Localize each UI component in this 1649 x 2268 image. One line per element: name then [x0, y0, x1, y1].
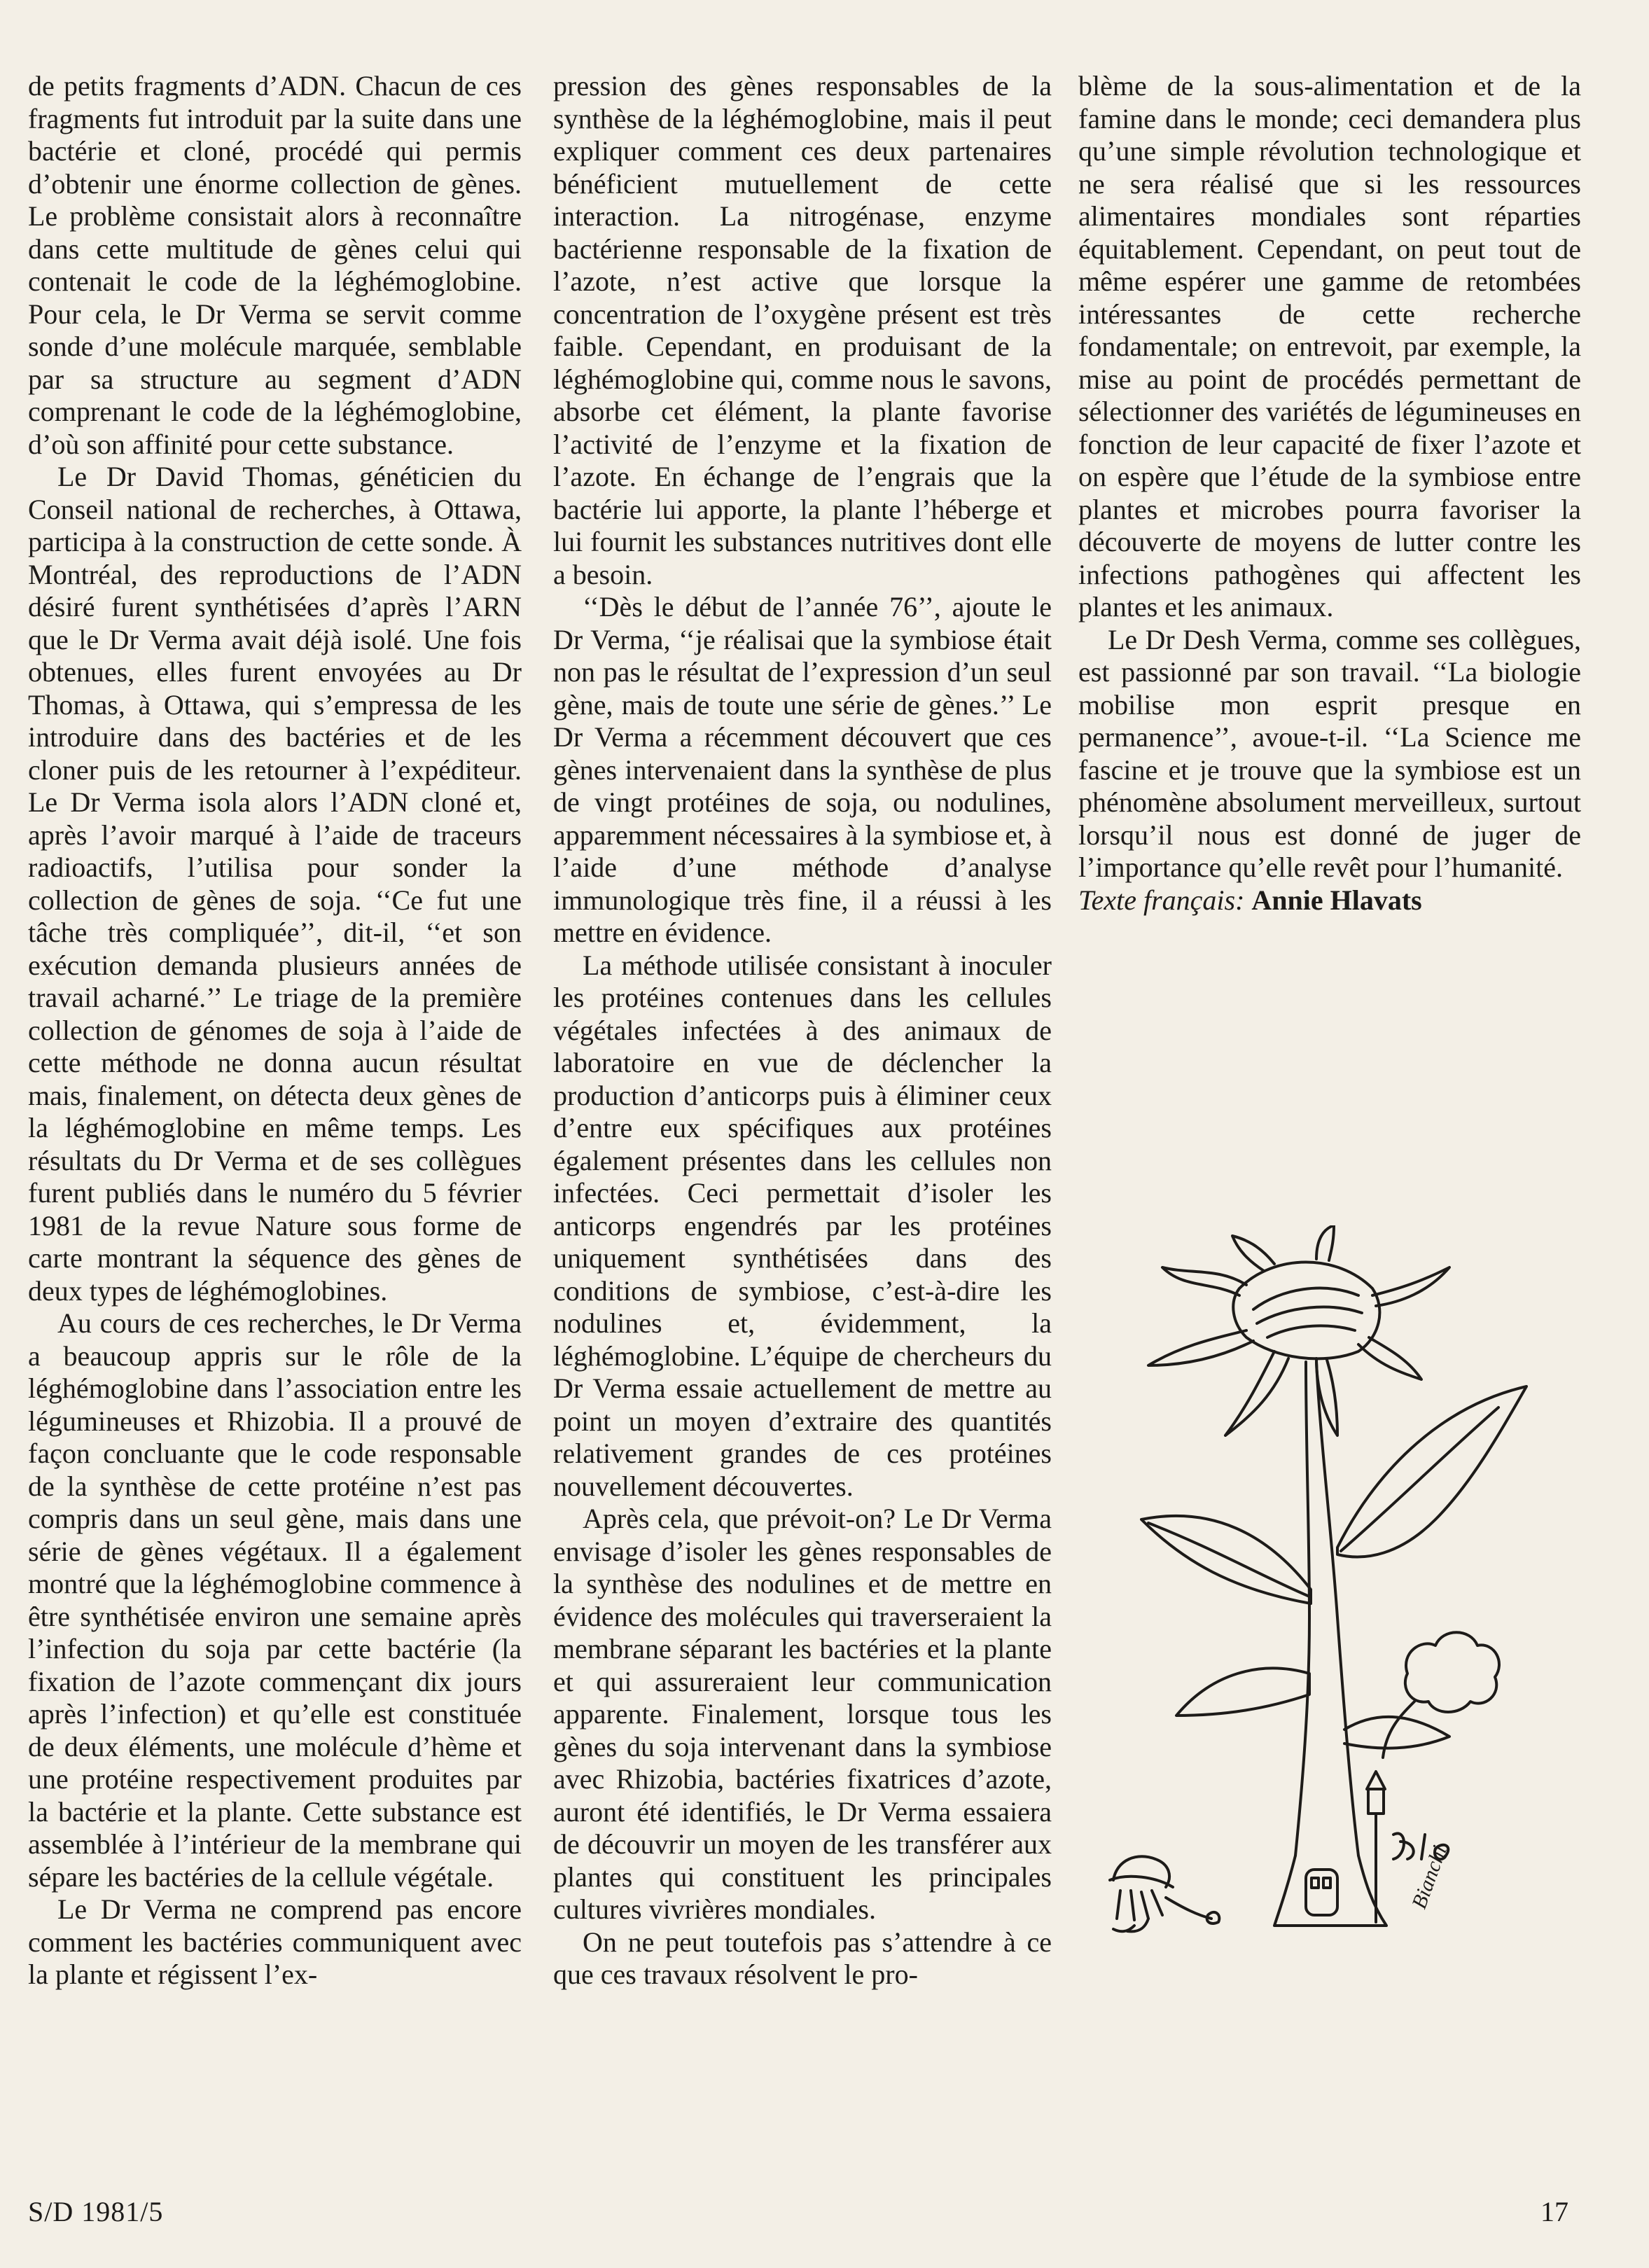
issue-reference: S/D 1981/5 — [28, 2196, 164, 2227]
sunflower-illustration — [1106, 1225, 1540, 1940]
column-2 — [553, 70, 1052, 1991]
paragraph: blème de la sous-alimentation et de la famine dans le monde; ceci demandera plus qu’une simple révolution technologique et ne sera réalisé que si les ressources alimentaires mondiales sont réparties équitablement. Cependant, on peut tout de même espérer une gamme de retombées intéressantes de cette recherche fondamentale; on entrevoit, par exemple, la mise au point de procédés permettant de sélectionner des variétés de légumineuses en fonction de leur capacité de fixer l’azote et on espère que l’étude de la symbiose entre plantes et microbes pourra favoriser la découverte de moyens de lutter contre les infections pathogènes qui affectent les plantes et les animaux. — [1078, 70, 1581, 622]
paragraph: de petits fragments d’ADN. Chacun de ces fragments fut introduit par la suite dans une bactérie et cloné, procédé qui permis d’obtenir une énorme collection de gènes. Le problème consistait alors à reconnaître dans cette multitude de gènes celui qui contenait le code de la léghémoglobine. Pour cela, le Dr Verma se servit comme sonde d’une molécule marquée, semblable par sa structure au segment d’ADN comprenant le code de la léghémoglobine, d’où son affinité pour cette substance. — [28, 70, 522, 460]
paragraph: On ne peut toutefois pas s’attendre à ce que ces travaux résolvent le pro- — [553, 1926, 1052, 1990]
column-3 — [1078, 70, 1581, 917]
paragraph: Le Dr Desh Verma, comme ses collègues, est passionné par son travail. ‘‘La biologie mobilise mon esprit presque en permanence’’, avoue-t-il. ‘‘La Science me fascine et je trouve que la symbiose est un phénomène absolument merveilleux, surtout lorsqu’il nous est donné de juger de l’importance qu’elle revêt pour l’humanité. — [1078, 623, 1581, 883]
paragraph: La méthode utilisée consistant à inoculer les protéines contenues dans les cellules végétales infectées à des animaux de laboratoire en vue de déclencher la production d’anticorps puis à éliminer ceux d’entre eux spécifiques aux protéines également présentes dans les cellules non infectées. Ceci permettait d’isoler les anticorps engendrés par les protéines uniquement synthétisées dans des conditions de symbiose, c’est-à-dire les nodulines et, évidemment, la léghémoglobine. L’équipe de chercheurs du Dr Verma essaie actuellement de mettre au point un moyen d’extraire des quantités relativement grandes de ces protéines nouvellement découvertes. — [553, 949, 1052, 1502]
page-number: 17 — [1540, 2196, 1568, 2227]
paragraph: ‘‘Dès le début de l’année 76’’, ajoute le Dr Verma, ‘‘je réalisai que la symbiose était non pas le résultat de l’expression d’un seul gène, mais de toute une série de gènes.’’ Le Dr Verma a récemment découvert que ces gènes intervenaient dans la synthèse de plus de vingt protéines de soja, ou nodulines, apparemment nécessaires à la symbiose et, à l’aide d’une méthode d’analyse immunologique très fine, il a réussi à les mettre en évidence. — [553, 591, 1052, 948]
credit-name: Annie Hlavats — [1251, 884, 1422, 916]
paragraph: Le Dr Verma ne comprend pas encore comment les bactéries communiquent avec la plante et régissent l’ex- — [28, 1893, 522, 1990]
paragraph: Le Dr David Thomas, généticien du Conseil national de recherches, à Ottawa, participa à la construction de cette sonde. À Montréal, des reproductions de l’ADN désiré furent synthétisées d’après l’ARN que le Dr Verma avait déjà isolé. Une fois obtenues, elles furent envoyées au Dr Thomas, à Ottawa, qui s’empressa de les introduire dans des bactéries et de les cloner puis de les retourner à l’expéditeur. Le Dr Verma isola alors l’ADN cloné et, après l’avoir marqué à l’aide de traceurs radioactifs, l’utilisa pour sonder la collection de gènes de soja. ‘‘Ce fut une tâche très compliquée’’, dit-il, ‘‘et son exécution demanda plusieurs années de travail acharné.’’ Le triage de la première collection de génomes de soja à l’aide de cette méthode ne donna aucun résultat mais, finalement, on détecta deux gènes de la léghémoglobine en même temps. Les résultats du Dr Verma et de ses collègues furent publiés dans le numéro du 5 février 1981 de la revue Nature sous forme de carte montrant la séquence des gènes de deux types de léghémoglobines. — [28, 461, 522, 1307]
translator-credit — [1078, 884, 1581, 917]
paragraph: pression des gènes responsables de la synthèse de la léghémoglobine, mais il peut expliquer comment ces deux partenaires bénéficient mutuellement de cette interaction. La nitrogénase, enzyme bactérienne responsable de la fixation de l’azote, n’est active que lorsque la concentration de l’oxygène présent est très faible. Cependant, en produisant de la léghémoglobine qui, comme nous le savons, absorbe cet élément, la plante favorise l’activité de l’enzyme et la fixation de l’azote. En échange de l’engrais que la bactérie lui apporte, la plante l’héberge et lui fournit les substances nutritives dont elle a besoin. — [553, 70, 1052, 590]
paragraph: Au cours de ces recherches, le Dr Verma a beaucoup appris sur le rôle de la léghémoglobine dans l’association entre les légumineuses et Rhizobia. Il a prouvé de façon concluante que le code responsable de la synthèse de cette protéine n’est pas compris dans un seul gène, mais dans une série de gènes végétaux. Il a également montré que la léghémoglobine commence à être synthétisée environ une semaine après l’infection du soja par cette bactérie (la fixation de l’azote commençant dix jours après l’infection) et qu’elle est constituée de deux éléments, une molécule d’hème et une protéine respectivement produites par la bactérie et la plante. Cette substance est assemblée à l’intérieur de la membrane qui sépare les bactéries de la cellule végétale. — [28, 1307, 522, 1893]
column-1 — [28, 70, 522, 1991]
paragraph: Après cela, que prévoit-on? Le Dr Verma envisage d’isoler les gènes responsables de la synthèse des nodulines et de mettre en évidence des molécules qui traverseraient la membrane séparant les bactéries et la plante et qui assureraient leur communication apparente. Finalement, lorsque tous les gènes du soja intervenant dans la symbiose avec Rhizobia, bactéries fixatrices d’azote, auront été identifiés, le Dr Verma essaiera de découvrir un moyen de les transférer aux plantes qui constituent les principales cultures vivrières mondiales. — [553, 1503, 1052, 1925]
illustrator-signature: Bianchi — [1407, 1842, 1452, 1912]
credit-label: Texte français: — [1078, 884, 1245, 916]
